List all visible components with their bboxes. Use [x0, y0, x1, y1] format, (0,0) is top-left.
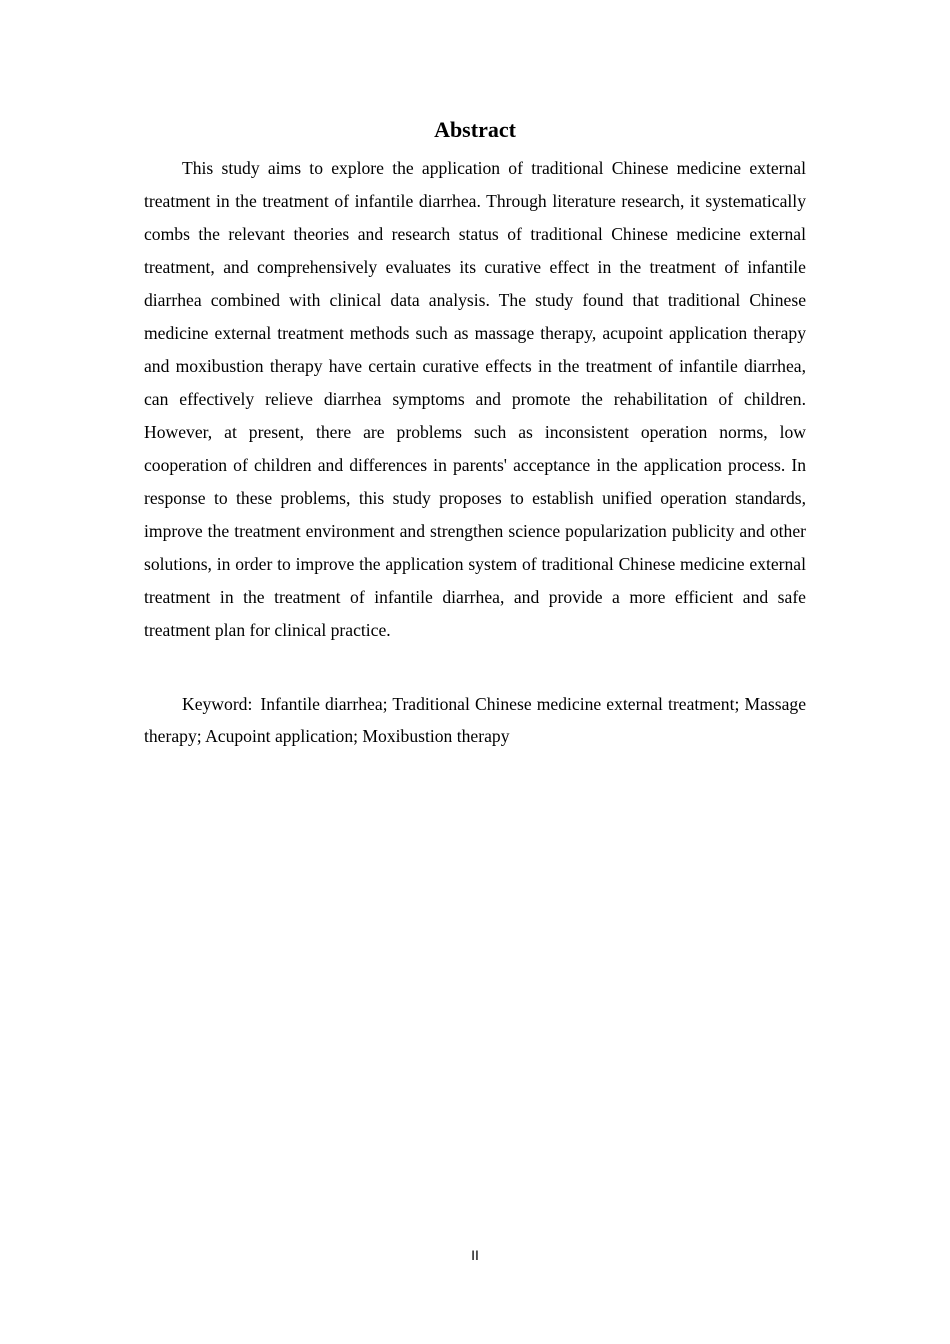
keywords-label: Keyword: — [182, 694, 253, 714]
keywords-paragraph — [144, 688, 806, 752]
keywords-list: Infantile diarrhea; Traditional Chinese medicine external treatment; Massage therapy; Acupoint application; Moxibustion therapy — [144, 694, 806, 746]
page-number: II — [471, 1247, 479, 1263]
abstract-title: Abstract — [434, 117, 516, 142]
abstract-body: This study aims to explore the application of traditional Chinese medicine external treatment in the treatment of infantile diarrhea. Through literature research, it systematically combs the relevant theories and research status of traditional Chinese medicine external treatment, and comprehensively evaluates its curative effect in the treatment of infantile diarrhea combined with clinical data analysis. The study found that traditional Chinese medicine external treatment methods such as massage therapy, acupoint application therapy and moxibustion therapy have certain curative effects in the treatment of infantile diarrhea, can effectively relieve diarrhea symptoms and promote the rehabilitation of children. However, at present, there are problems such as inconsistent operation norms, low cooperation of children and differences in parents' acceptance in the application process. In response to these problems, this study proposes to establish unified operation standards, improve the treatment environment and strengthen science popularization publicity and other solutions, in order to improve the application system of traditional Chinese medicine external treatment in the treatment of infantile diarrhea, and provide a more efficient and safe treatment plan for clinical practice. — [144, 158, 806, 640]
